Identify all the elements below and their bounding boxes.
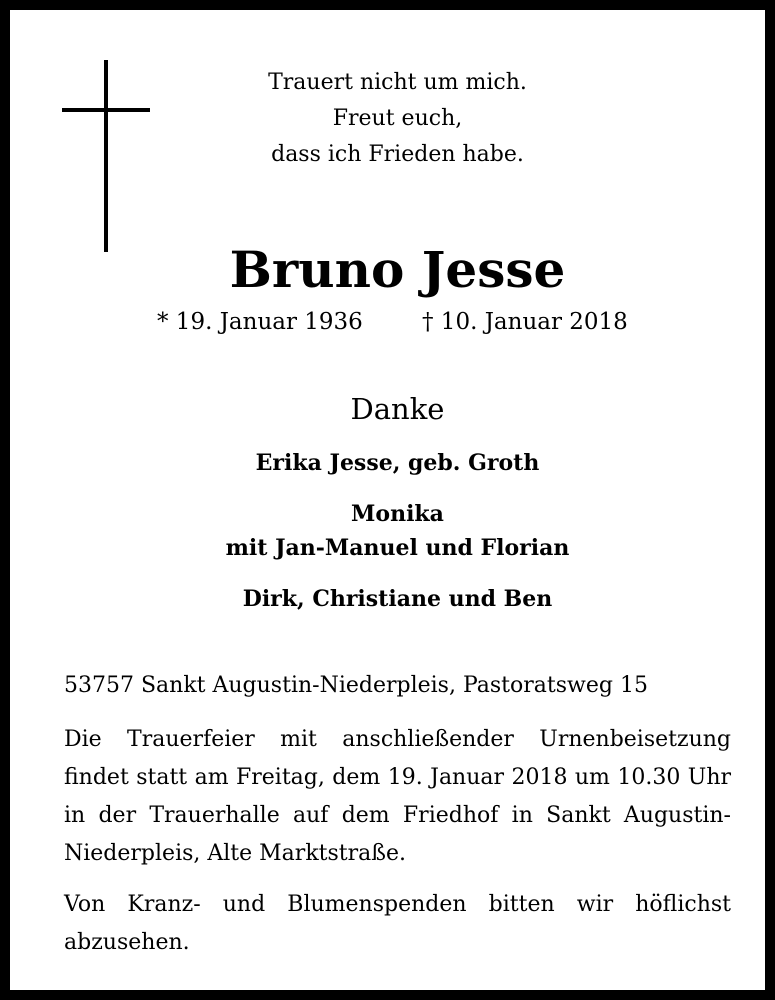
death-date: † 10. Januar 2018 [422,309,628,335]
family-line-2: Monika [351,501,444,527]
cross-horizontal-bar [62,108,150,112]
ceremony-line-2: findet statt am Freitag, dem 19. Januar 2018 um 10.30 Uhr [64,765,731,790]
family-line-1: Erika Jesse, geb. Groth [255,450,540,476]
deceased-name: Bruno Jesse [229,240,566,299]
motto-line-3: dass ich Frieden habe. [271,142,524,167]
ceremony-line-1: Die Trauerfeier mit anschließender Urnenbeisetzung [64,727,731,752]
ceremony-line-3: in der Trauerhalle auf dem Friedhof in Sankt Augustin- [64,803,731,828]
cross-vertical-bar [104,60,108,252]
mourning-address: 53757 Sankt Augustin-Niederpleis, Pastoratsweg 15 [64,673,648,698]
ceremony-line-4: Niederpleis, Alte Marktstraße. [64,841,406,866]
motto-verse [200,65,595,173]
ceremony-paragraph [64,721,731,873]
birth-date: * 19. Januar 1936 [157,309,363,335]
cross-icon [62,60,150,252]
family-line-4: Dirk, Christiane und Ben [242,586,553,612]
flowers-line-1: Von Kranz- und Blumenspenden bitten wir höflichst [64,892,731,917]
flowers-paragraph [64,886,731,962]
family-line-3: mit Jan-Manuel und Florian [225,535,570,561]
flowers-line-2: abzusehen. [64,930,190,955]
motto-line-1: Trauert nicht um mich. [268,70,527,95]
thanks-heading: Danke [350,392,445,426]
motto-line-2: Freut euch, [332,106,463,131]
